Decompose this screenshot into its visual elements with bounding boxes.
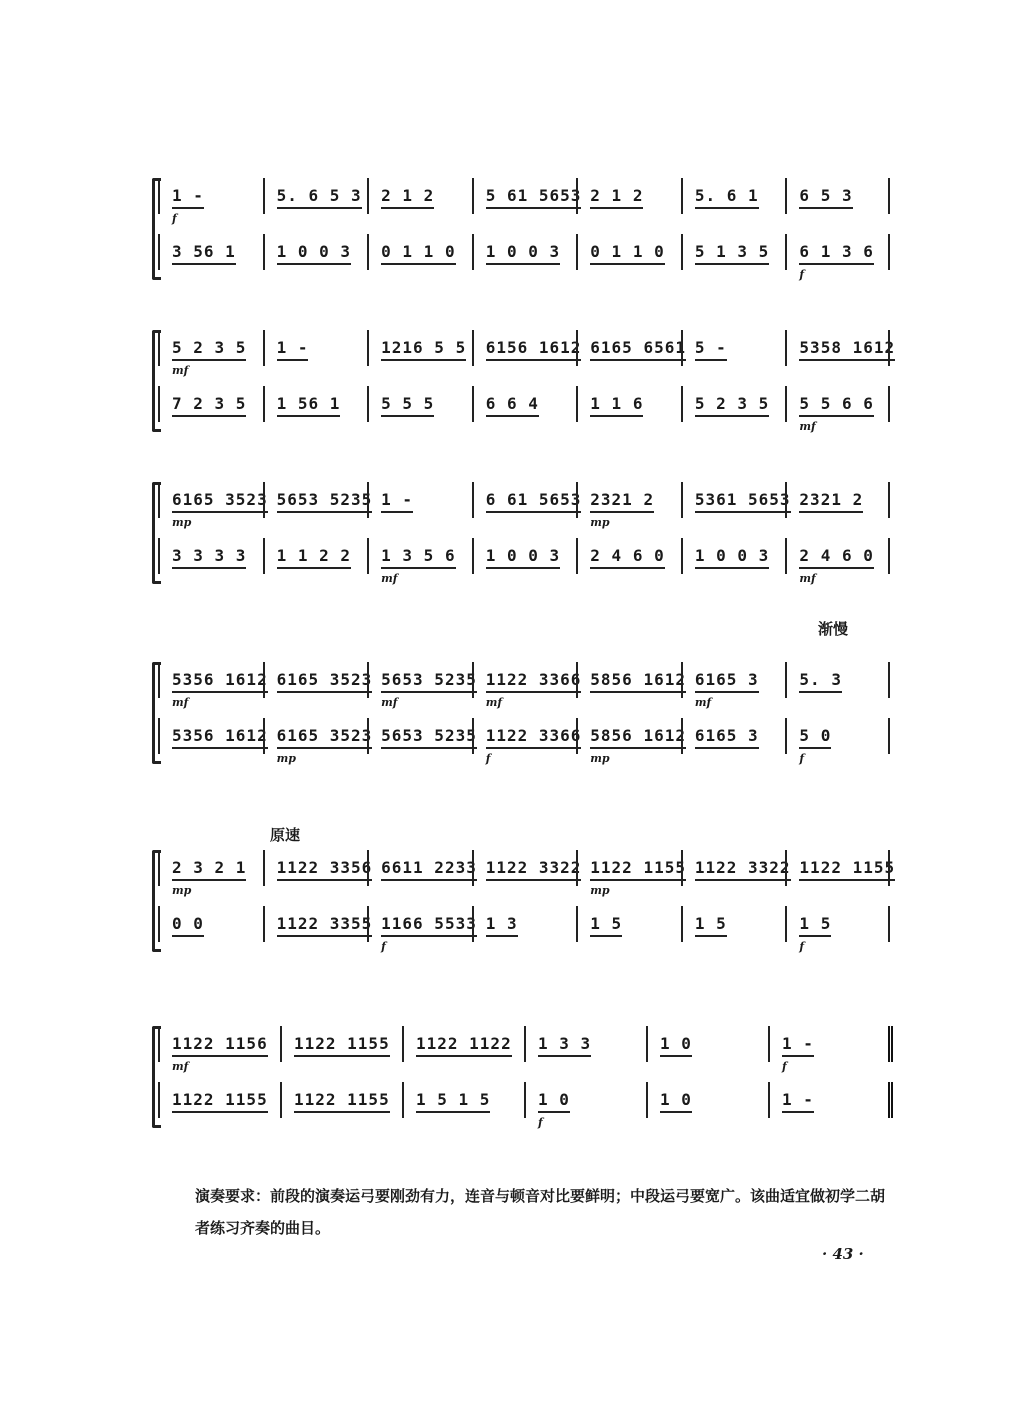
measure <box>381 242 455 261</box>
final-barline <box>888 1082 897 1118</box>
measure <box>799 546 873 565</box>
barline <box>280 1082 282 1118</box>
measure-notes: 1122 1155 <box>294 1090 390 1113</box>
barline <box>472 234 474 270</box>
measure-notes: 5856 1612 <box>590 726 686 749</box>
dynamic-mark: mp <box>590 884 610 897</box>
final-barline <box>888 1026 897 1062</box>
barline <box>158 906 160 942</box>
barline <box>888 330 890 366</box>
measure <box>486 858 582 877</box>
barline <box>263 178 265 214</box>
measure <box>381 490 413 509</box>
barline <box>263 330 265 366</box>
measure-notes: 5356 1612 <box>172 726 268 749</box>
barline <box>472 482 474 518</box>
measure <box>695 242 769 261</box>
measure-notes: 6156 1612 <box>486 338 582 361</box>
dynamic-mark: mp <box>590 516 610 529</box>
barline <box>576 718 578 754</box>
measure <box>695 726 759 745</box>
barline <box>576 662 578 698</box>
dynamic-mark: mf <box>799 572 816 585</box>
measure <box>799 670 842 689</box>
measure <box>277 338 309 357</box>
measure-notes: 6165 6561 <box>590 338 686 361</box>
barline <box>263 718 265 754</box>
measure-notes: 0 1 1 0 <box>590 242 664 265</box>
barline <box>785 178 787 214</box>
barline <box>367 662 369 698</box>
barline <box>681 662 683 698</box>
measure <box>172 1090 268 1109</box>
barline <box>367 330 369 366</box>
measure-notes: 1216 5 5 <box>381 338 466 361</box>
barline <box>646 1026 648 1062</box>
measure <box>294 1090 390 1109</box>
measure-notes: 1122 1155 <box>590 858 686 881</box>
measure <box>172 546 246 565</box>
barline <box>785 234 787 270</box>
barline <box>785 662 787 698</box>
lower-part-staff <box>158 234 890 274</box>
dynamic-mark: mf <box>485 696 503 709</box>
dynamic-mark: mf <box>172 364 189 377</box>
measure <box>416 1090 490 1109</box>
measure-notes: 1 0 0 3 <box>486 242 560 265</box>
barline <box>888 234 890 270</box>
measure <box>381 394 434 413</box>
barline <box>158 538 160 574</box>
measure <box>381 726 477 745</box>
measure <box>277 242 351 261</box>
dynamic-mark: f <box>799 940 805 953</box>
barline <box>367 538 369 574</box>
measure-notes: 1 0 0 3 <box>695 546 769 569</box>
measure-notes: 0 0 <box>172 914 204 937</box>
measure <box>782 1034 814 1053</box>
measure-notes: 1122 3366 <box>486 670 582 693</box>
measure <box>172 242 236 261</box>
measure <box>590 490 654 509</box>
measure <box>416 1034 512 1053</box>
barline <box>158 1082 160 1118</box>
measure <box>172 490 268 509</box>
measure <box>660 1034 692 1053</box>
measure <box>590 242 664 261</box>
measure-notes: 5653 5235 <box>381 670 477 693</box>
measure <box>172 1034 268 1053</box>
measure <box>486 914 518 933</box>
lower-part-staff <box>158 718 890 758</box>
measure-notes: 5 1 3 5 <box>695 242 769 265</box>
measure-notes: 1 - <box>172 186 204 209</box>
page-number: · 43 · <box>822 1245 864 1263</box>
measure <box>695 394 769 413</box>
measure <box>172 914 204 933</box>
barline <box>367 386 369 422</box>
measure <box>381 186 434 205</box>
upper-part-staff <box>158 178 890 218</box>
measure <box>782 1090 814 1109</box>
barline <box>472 662 474 698</box>
measure <box>590 858 686 877</box>
measure-notes: 1 0 <box>660 1090 692 1113</box>
measure <box>381 914 477 933</box>
measure-notes: 6 1 3 6 <box>799 242 873 265</box>
measure-notes: 5653 5235 <box>277 490 373 513</box>
barline <box>524 1026 526 1062</box>
measure-notes: 3 3 3 3 <box>172 546 246 569</box>
dynamic-mark: mf <box>381 696 398 709</box>
performance-note <box>195 1180 895 1244</box>
barline <box>576 234 578 270</box>
measure-notes: 6165 3523 <box>277 670 373 693</box>
barline <box>681 178 683 214</box>
barline <box>785 330 787 366</box>
measure <box>277 490 373 509</box>
dynamic-mark: f <box>538 1116 543 1129</box>
measure-notes: 5. 6 1 <box>695 186 759 209</box>
barline <box>888 538 890 574</box>
measure-notes: 6611 2233 <box>381 858 477 881</box>
measure-notes: 2 1 2 <box>381 186 434 209</box>
measure <box>486 338 582 357</box>
measure-notes: 6 6 4 <box>486 394 539 417</box>
barline <box>367 234 369 270</box>
measure-notes: 1 0 <box>538 1090 570 1113</box>
measure <box>277 670 373 689</box>
barline <box>158 386 160 422</box>
barline <box>158 718 160 754</box>
dynamic-mark: mf <box>172 1060 189 1073</box>
measure-notes: 5 5 6 6 <box>799 394 873 417</box>
dynamic-mark: mp <box>590 752 610 765</box>
performance-note-label: 演奏要求： <box>195 1187 271 1205</box>
lower-part-staff <box>158 538 890 578</box>
measure-notes: 2321 2 <box>590 490 654 513</box>
upper-part-staff <box>158 482 890 522</box>
measure-notes: 1122 1155 <box>799 858 895 881</box>
measure-notes: 1 5 <box>695 914 727 937</box>
measure <box>695 186 759 205</box>
measure-notes: 5 61 5653 <box>486 186 582 209</box>
measure-notes: 1122 1156 <box>172 1034 268 1057</box>
measure-notes: 6165 3 <box>695 670 759 693</box>
barline <box>158 1026 160 1062</box>
barline <box>681 386 683 422</box>
measure <box>799 490 863 509</box>
barline <box>888 482 890 518</box>
measure <box>695 546 769 565</box>
barline <box>158 482 160 518</box>
barline <box>681 538 683 574</box>
barline <box>768 1026 770 1062</box>
barline <box>263 906 265 942</box>
measure-notes: 1 0 <box>660 1034 692 1057</box>
barline <box>158 850 160 886</box>
dynamic-mark: f <box>172 212 177 225</box>
barline <box>263 662 265 698</box>
measure-notes: 6 61 5653 <box>486 490 582 513</box>
measure <box>799 338 895 357</box>
tempo-mark: 渐慢 <box>818 620 849 638</box>
barline <box>158 662 160 698</box>
measure-notes: 1 - <box>277 338 309 361</box>
barline <box>785 386 787 422</box>
measure-notes: 5358 1612 <box>799 338 895 361</box>
measure-notes: 5. 6 5 3 <box>277 186 362 209</box>
measure <box>277 914 373 933</box>
measure <box>590 670 686 689</box>
measure <box>172 338 246 357</box>
measure-notes: 1 - <box>782 1034 814 1057</box>
measure-notes: 5856 1612 <box>590 670 686 693</box>
tempo-mark: 原速 <box>270 826 301 844</box>
measure-notes: 2321 2 <box>799 490 863 513</box>
barline <box>785 906 787 942</box>
barline <box>681 330 683 366</box>
barline <box>472 906 474 942</box>
barline <box>263 386 265 422</box>
measure-notes: 1122 1155 <box>172 1090 268 1113</box>
barline <box>681 718 683 754</box>
measure <box>277 858 373 877</box>
measure-notes: 1 56 1 <box>277 394 341 417</box>
barline <box>785 718 787 754</box>
measure-notes: 5 2 3 5 <box>695 394 769 417</box>
measure <box>172 726 268 745</box>
barline <box>785 538 787 574</box>
barline <box>263 234 265 270</box>
measure <box>277 186 362 205</box>
measure-notes: 5 - <box>695 338 727 361</box>
measure-notes: 1122 3322 <box>695 858 791 881</box>
measure <box>172 858 246 877</box>
barline <box>263 850 265 886</box>
dynamic-mark: mf <box>381 572 398 585</box>
barline <box>888 178 890 214</box>
measure-notes: 5 5 5 <box>381 394 434 417</box>
measure <box>294 1034 390 1053</box>
measure <box>695 858 791 877</box>
measure <box>590 726 686 745</box>
barline <box>681 482 683 518</box>
measure <box>381 858 477 877</box>
barline <box>646 1082 648 1118</box>
barline <box>472 718 474 754</box>
measure-notes: 2 1 2 <box>590 186 643 209</box>
barline <box>158 234 160 270</box>
measure-notes: 1 5 <box>590 914 622 937</box>
measure <box>590 338 686 357</box>
barline <box>576 850 578 886</box>
measure-notes: 1122 3355 <box>277 914 373 937</box>
measure <box>799 242 873 261</box>
measure <box>590 914 622 933</box>
dynamic-mark: f <box>782 1060 787 1073</box>
barline <box>576 906 578 942</box>
measure-notes: 5 0 <box>799 726 831 749</box>
barline <box>785 482 787 518</box>
measure <box>277 394 341 413</box>
upper-part-staff <box>158 330 896 370</box>
dynamic-mark: mp <box>172 516 192 529</box>
barline <box>472 538 474 574</box>
dynamic-mark: mf <box>799 420 816 433</box>
measure-notes: 0 1 1 0 <box>381 242 455 265</box>
measure <box>695 338 727 357</box>
dynamic-mark: f <box>485 752 491 765</box>
barline <box>367 850 369 886</box>
measure <box>381 338 466 357</box>
barline <box>576 538 578 574</box>
measure <box>799 858 895 877</box>
measure-notes: 1 - <box>782 1090 814 1113</box>
measure-notes: 5 2 3 5 <box>172 338 246 361</box>
measure-notes: 1 5 1 5 <box>416 1090 490 1113</box>
measure <box>486 394 539 413</box>
measure-notes: 1 5 <box>799 914 831 937</box>
measure <box>799 914 831 933</box>
barline <box>888 386 890 422</box>
barline <box>681 234 683 270</box>
measure-notes: 1122 1122 <box>416 1034 512 1057</box>
barline <box>263 538 265 574</box>
measure <box>381 546 455 565</box>
measure <box>695 670 759 689</box>
barline <box>576 386 578 422</box>
lower-part-staff <box>158 1082 890 1122</box>
measure <box>799 726 831 745</box>
performance-note-text: 前段的演奏运弓要刚劲有力，连音与顿音对比要鲜明；中段运弓要宽广。该曲适宜做初学二胡者练习齐奏的曲目。 <box>195 1187 886 1237</box>
measure-notes: 1166 5533 <box>381 914 477 937</box>
measure <box>486 726 582 745</box>
barline <box>263 482 265 518</box>
measure <box>538 1090 570 1109</box>
measure <box>695 914 727 933</box>
measure-notes: 2 3 2 1 <box>172 858 246 881</box>
barline <box>158 178 160 214</box>
measure-notes: 1 3 5 6 <box>381 546 455 569</box>
measure-notes: 1 1 6 <box>590 394 643 417</box>
lower-part-staff <box>158 906 890 946</box>
dynamic-mark: f <box>799 268 805 281</box>
barline <box>367 718 369 754</box>
barline <box>888 906 890 942</box>
barline <box>768 1082 770 1118</box>
dynamic-mark: mp <box>276 752 296 765</box>
barline <box>472 178 474 214</box>
measure-notes: 5356 1612 <box>172 670 268 693</box>
measure <box>486 546 560 565</box>
measure <box>486 242 560 261</box>
barline <box>472 330 474 366</box>
measure <box>590 394 643 413</box>
barline <box>367 906 369 942</box>
measure <box>381 670 477 689</box>
measure-notes: 1 - <box>381 490 413 513</box>
measure <box>799 394 873 413</box>
measure-notes: 6165 3523 <box>172 490 268 513</box>
measure <box>486 490 582 509</box>
dynamic-mark: mf <box>172 696 189 709</box>
barline <box>576 482 578 518</box>
dynamic-mark: f <box>381 940 386 953</box>
measure <box>538 1034 591 1053</box>
measure-notes: 7 2 3 5 <box>172 394 246 417</box>
measure-notes: 1 0 0 3 <box>277 242 351 265</box>
barline <box>785 850 787 886</box>
dynamic-mark: f <box>799 752 805 765</box>
barline <box>367 178 369 214</box>
measure <box>277 546 351 565</box>
barline <box>280 1026 282 1062</box>
measure <box>799 186 852 205</box>
measure-notes: 1122 3322 <box>486 858 582 881</box>
measure-notes: 2 4 6 0 <box>590 546 664 569</box>
measure <box>695 490 791 509</box>
upper-part-staff <box>158 850 896 890</box>
upper-part-staff <box>158 1026 890 1066</box>
barline <box>681 906 683 942</box>
measure-notes: 6165 3523 <box>277 726 373 749</box>
measure-notes: 3 56 1 <box>172 242 236 265</box>
measure-notes: 1122 3366 <box>486 726 582 749</box>
barline <box>158 330 160 366</box>
measure-notes: 5361 5653 <box>695 490 791 513</box>
measure <box>590 546 664 565</box>
measure-notes: 5. 3 <box>799 670 842 693</box>
measure-notes: 1 1 2 2 <box>277 546 351 569</box>
measure <box>486 670 582 689</box>
barline <box>576 178 578 214</box>
measure <box>172 394 246 413</box>
measure <box>277 726 373 745</box>
measure-notes: 1 0 0 3 <box>486 546 560 569</box>
barline <box>472 850 474 886</box>
barline <box>472 386 474 422</box>
measure-notes: 1122 3356 <box>277 858 373 881</box>
measure <box>590 186 643 205</box>
measure <box>172 186 204 205</box>
lower-part-staff <box>158 386 890 426</box>
barline <box>888 662 890 698</box>
upper-part-staff <box>158 662 890 702</box>
measure-notes: 1 3 3 <box>538 1034 591 1057</box>
measure <box>172 670 268 689</box>
barline <box>402 1026 404 1062</box>
measure <box>660 1090 692 1109</box>
dynamic-mark: mp <box>172 884 192 897</box>
barline <box>402 1082 404 1118</box>
measure <box>486 186 582 205</box>
dynamic-mark: mf <box>694 696 712 709</box>
measure-notes: 5653 5235 <box>381 726 477 749</box>
barline <box>576 330 578 366</box>
measure-notes: 6 5 3 <box>799 186 852 209</box>
barline <box>524 1082 526 1118</box>
measure-notes: 1122 1155 <box>294 1034 390 1057</box>
measure-notes: 1 3 <box>486 914 518 937</box>
measure-notes: 2 4 6 0 <box>799 546 873 569</box>
barline <box>888 850 890 886</box>
barline <box>367 482 369 518</box>
measure-notes: 6165 3 <box>695 726 759 749</box>
barline <box>681 850 683 886</box>
barline <box>888 718 890 754</box>
